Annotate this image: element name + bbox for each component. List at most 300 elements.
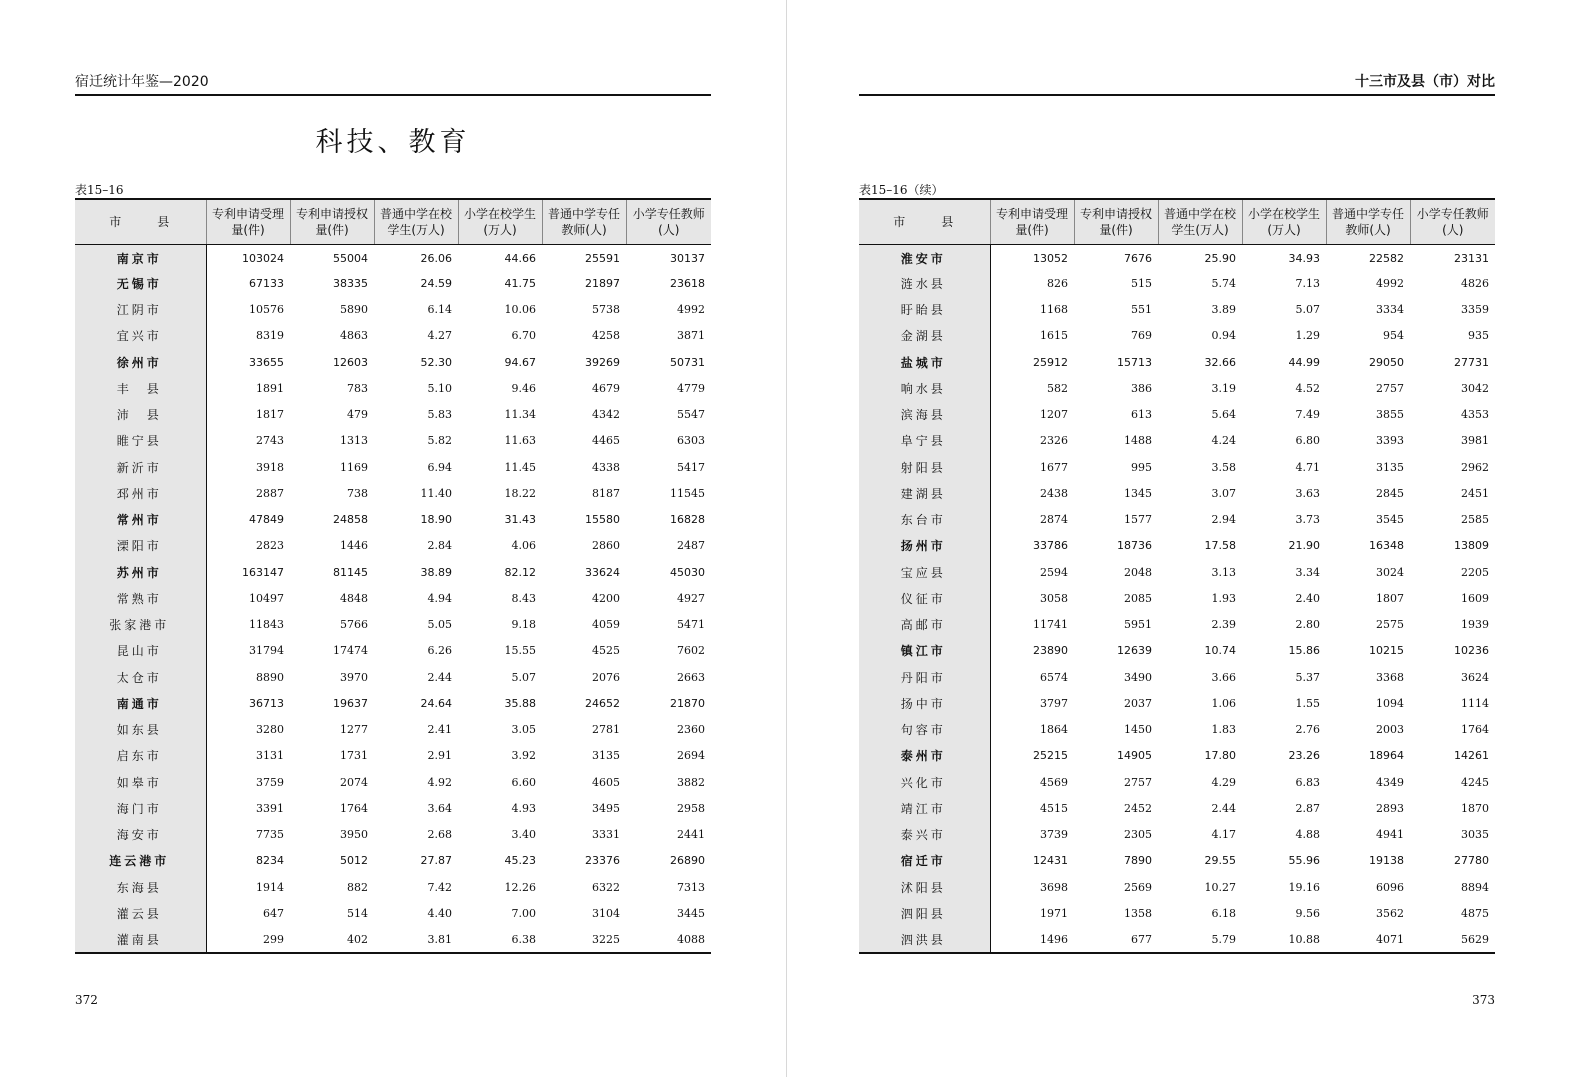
value-cell: 2074 [340,775,368,789]
value-cell: 8234 [256,854,284,868]
value-cell: 4.40 [427,906,452,920]
value-cell: 3759 [256,775,284,789]
value-cell: 3490 [1124,670,1152,684]
region-name: 泰州市 [859,743,990,769]
book-spine [786,0,787,1077]
value-cell: 1358 [1124,906,1152,920]
value-cell: 3280 [256,723,284,737]
value-cell: 3058 [1040,591,1068,605]
section-title: 科技、教育 [315,127,471,158]
region-name: 泗阳县 [859,900,990,926]
value-cell: 1615 [1040,329,1068,343]
value-cell: 4342 [592,408,620,422]
value-cell: 4992 [677,303,705,317]
table-row [859,717,1495,743]
region-name: 高邮市 [859,612,990,638]
value-cell: 11.34 [504,408,536,422]
value-cell: 3334 [1376,303,1404,317]
value-cell: 8894 [1461,880,1489,894]
value-cell: 5.64 [1211,408,1236,422]
value-cell: 3970 [340,670,368,684]
value-cell: 33624 [585,565,620,579]
value-cell: 23376 [585,854,620,868]
value-cell: 2757 [1376,381,1404,395]
column-header: 市 县 [75,199,206,244]
value-cell: 2441 [677,828,705,842]
value-cell: 2.41 [427,723,452,737]
value-cell: 5.37 [1295,670,1320,684]
value-cell: 45.23 [504,854,536,868]
value-cell: 23618 [670,276,705,290]
value-cell: 4349 [1376,775,1404,789]
running-head-text: 宿迁统计年鉴—2020 [75,74,209,90]
table-row [75,270,711,296]
value-cell: 1.06 [1211,696,1236,710]
table-row [859,507,1495,533]
table-row [75,822,711,848]
value-cell: 3.63 [1295,486,1320,500]
value-cell: 3104 [592,906,620,920]
value-cell: 50731 [670,355,705,369]
value-cell: 7313 [677,880,705,894]
value-cell: 2326 [1040,434,1068,448]
value-cell: 4465 [592,434,620,448]
table-row [75,507,711,533]
value-cell: 3.58 [1211,460,1236,474]
value-cell: 3624 [1461,670,1489,684]
value-cell: 4.17 [1211,828,1236,842]
table-row [859,874,1495,900]
value-cell: 23890 [1033,644,1068,658]
table-row [75,297,711,323]
region-name: 太仓市 [75,664,206,690]
region-name: 海门市 [75,795,206,821]
value-cell: 24858 [333,513,368,527]
statistics-table [859,198,1495,954]
value-cell: 5.07 [1295,303,1320,317]
value-cell: 81145 [333,565,368,579]
column-header: 普通中学在校 学生(万人) [1158,199,1242,244]
region-name: 东台市 [859,507,990,533]
value-cell: 2.80 [1295,618,1320,632]
value-cell: 1939 [1461,618,1489,632]
table-row [859,480,1495,506]
region-name: 盐城市 [859,349,990,375]
value-cell: 3.89 [1211,303,1236,317]
value-cell: 1094 [1376,696,1404,710]
column-header: 小学在校学生 (万人) [458,199,542,244]
table-row [859,375,1495,401]
value-cell: 12639 [1117,644,1152,658]
value-cell: 3.64 [427,801,452,815]
value-cell: 4258 [592,329,620,343]
value-cell: 7.00 [511,906,536,920]
value-cell: 935 [1468,329,1489,343]
value-cell: 103024 [242,252,284,266]
value-cell: 5890 [340,303,368,317]
value-cell: 3024 [1376,565,1404,579]
value-cell: 2845 [1376,486,1404,500]
column-header: 小学专任教师 (人) [626,199,711,244]
header-row [859,199,1495,244]
region-name: 灌南县 [75,927,206,953]
value-cell: 4200 [592,591,620,605]
value-cell: 3.92 [511,749,536,763]
region-name: 丰 县 [75,375,206,401]
value-cell: 826 [1047,276,1068,290]
value-cell: 2874 [1040,513,1068,527]
value-cell: 5.74 [1211,276,1236,290]
region-name: 扬中市 [859,690,990,716]
value-cell: 5417 [677,460,705,474]
value-cell: 3391 [256,801,284,815]
region-name: 灌云县 [75,900,206,926]
value-cell: 25215 [1033,749,1068,763]
value-cell: 2575 [1376,618,1404,632]
value-cell: 4.92 [427,775,452,789]
value-cell: 5547 [677,408,705,422]
value-cell: 1864 [1040,723,1068,737]
value-cell: 3331 [592,828,620,842]
table-row [859,743,1495,769]
region-name: 新沂市 [75,454,206,480]
table-row [859,454,1495,480]
value-cell: 55004 [333,252,368,266]
value-cell: 2.40 [1295,591,1320,605]
value-cell: 4927 [677,591,705,605]
column-header: 市 县 [859,199,990,244]
value-cell: 12.26 [504,880,536,894]
value-cell: 163147 [242,565,284,579]
value-cell: 21870 [670,696,705,710]
value-cell: 10576 [249,303,284,317]
region-name: 如东县 [75,717,206,743]
column-header: 小学在校学生 (万人) [1242,199,1326,244]
value-cell: 5629 [1410,927,1495,953]
table-row [75,559,711,585]
value-cell: 52.30 [420,355,452,369]
value-cell: 6096 [1376,880,1404,894]
table-row [859,402,1495,428]
value-cell: 25591 [585,252,620,266]
value-cell: 55.96 [1288,854,1320,868]
value-cell: 26.06 [420,252,452,266]
table-header [75,199,711,244]
value-cell: 5738 [592,303,620,317]
table-row [859,769,1495,795]
value-cell: 44.99 [1288,355,1320,369]
value-cell: 1807 [1376,591,1404,605]
value-cell: 21.90 [1288,539,1320,553]
value-cell: 2757 [1124,775,1152,789]
value-cell: 38335 [333,276,368,290]
running-head [859,74,1495,96]
column-header: 专利申请受理 量(件) [206,199,290,244]
value-cell: 13052 [1033,252,1068,266]
value-cell: 769 [1131,329,1152,343]
value-cell: 8319 [256,329,284,343]
region-name: 南通市 [75,690,206,716]
value-cell: 514 [347,906,368,920]
value-cell: 33655 [249,355,284,369]
value-cell: 3562 [1376,906,1404,920]
column-header: 专利申请授权 量(件) [290,199,374,244]
region-name: 阜宁县 [859,428,990,454]
region-name: 丹阳市 [859,664,990,690]
region-name: 泗洪县 [859,927,990,953]
value-cell: 2694 [677,749,705,763]
table-label: 表15–16（续） [859,183,944,197]
value-cell: 2451 [1461,486,1489,500]
value-cell: 1.29 [1295,329,1320,343]
region-name: 苏州市 [75,559,206,585]
table-row [75,612,711,638]
table-row [859,690,1495,716]
value-cell: 4605 [592,775,620,789]
table-row [75,664,711,690]
value-cell: 7735 [256,828,284,842]
value-cell: 1169 [340,460,368,474]
value-cell: 4353 [1461,408,1489,422]
value-cell: 0.94 [1211,329,1236,343]
value-cell: 36713 [249,696,284,710]
value-cell: 1764 [340,801,368,815]
value-cell: 7602 [677,644,705,658]
value-cell: 7.49 [1295,408,1320,422]
value-cell: 38.89 [420,565,452,579]
value-cell: 41.75 [504,276,536,290]
region-name: 靖江市 [859,795,990,821]
column-header: 普通中学专任 教师(人) [1326,199,1410,244]
value-cell: 2585 [1461,513,1489,527]
value-cell: 6.94 [427,460,452,474]
value-cell: 4.27 [427,329,452,343]
value-cell: 4.52 [1295,381,1320,395]
column-header: 普通中学在校 学生(万人) [374,199,458,244]
value-cell: 34.93 [1288,252,1320,266]
table-row [859,533,1495,559]
table-row [75,533,711,559]
value-cell: 15713 [1117,355,1152,369]
value-cell: 18736 [1117,539,1152,553]
value-cell: 6.18 [1211,906,1236,920]
table-body [75,244,711,953]
value-cell: 5012 [340,854,368,868]
value-cell: 3225 [542,927,626,953]
value-cell: 613 [1131,408,1152,422]
table-row [75,480,711,506]
value-cell: 4515 [1040,801,1068,815]
value-cell: 2962 [1461,460,1489,474]
table-row [859,297,1495,323]
value-cell: 3.13 [1211,565,1236,579]
region-name: 镇江市 [859,638,990,664]
table-row [75,690,711,716]
value-cell: 8187 [592,486,620,500]
value-cell: 5.07 [511,670,536,684]
value-cell: 25.90 [1204,252,1236,266]
value-cell: 12431 [1033,854,1068,868]
value-cell: 386 [1131,381,1152,395]
value-cell: 15.86 [1288,644,1320,658]
value-cell: 1207 [1040,408,1068,422]
value-cell: 2663 [677,670,705,684]
value-cell: 1114 [1461,696,1489,710]
value-cell: 2823 [256,539,284,553]
right-page [859,0,1495,1077]
value-cell: 1488 [1124,434,1152,448]
table-row [859,559,1495,585]
value-cell: 3495 [592,801,620,815]
value-cell: 26890 [670,854,705,868]
region-name: 常熟市 [75,585,206,611]
value-cell: 3698 [1040,880,1068,894]
value-cell: 1.83 [1211,723,1236,737]
value-cell: 5471 [677,618,705,632]
running-head [75,74,711,96]
value-cell: 27.87 [420,854,452,868]
value-cell: 2.68 [427,828,452,842]
column-header: 普通中学专任 教师(人) [542,199,626,244]
value-cell: 12603 [333,355,368,369]
page-number: 372 [75,993,98,1007]
table-body [859,244,1495,953]
value-cell: 3.19 [1211,381,1236,395]
region-name: 仪征市 [859,585,990,611]
value-cell: 4.29 [1211,775,1236,789]
value-cell: 995 [1131,460,1152,474]
value-cell: 10.06 [504,303,536,317]
region-name: 张家港市 [75,612,206,638]
value-cell: 1345 [1124,486,1152,500]
value-cell: 1914 [256,880,284,894]
value-cell: 1168 [1040,303,1068,317]
table-row [75,349,711,375]
value-cell: 6322 [592,880,620,894]
value-cell: 582 [1047,381,1068,395]
value-cell: 3871 [677,329,705,343]
value-cell: 3035 [1461,828,1489,842]
value-cell: 9.56 [1295,906,1320,920]
value-cell: 18.22 [504,486,536,500]
value-cell: 82.12 [504,565,536,579]
table-row [75,874,711,900]
value-cell: 4059 [592,618,620,632]
value-cell: 47849 [249,513,284,527]
value-cell: 17.80 [1204,749,1236,763]
value-cell: 3.34 [1295,565,1320,579]
table-row [859,822,1495,848]
value-cell: 1764 [1461,723,1489,737]
region-name: 连云港市 [75,848,206,874]
value-cell: 1277 [340,723,368,737]
region-name: 涟水县 [859,270,990,296]
region-name: 江阴市 [75,297,206,323]
table-row [859,900,1495,926]
value-cell: 5.10 [427,381,452,395]
value-cell: 7676 [1124,252,1152,266]
table-row [859,323,1495,349]
value-cell: 5.79 [1158,927,1242,953]
value-cell: 13809 [1454,539,1489,553]
table-row [75,375,711,401]
value-cell: 14905 [1117,749,1152,763]
value-cell: 6.60 [511,775,536,789]
value-cell: 10236 [1454,644,1489,658]
table-row [75,454,711,480]
region-name: 无锡市 [75,270,206,296]
region-name: 启东市 [75,743,206,769]
value-cell: 10215 [1369,644,1404,658]
table-row [75,717,711,743]
value-cell: 2887 [256,486,284,500]
value-cell: 2048 [1124,565,1152,579]
value-cell: 2.84 [427,539,452,553]
value-cell: 402 [290,927,374,953]
value-cell: 3797 [1040,696,1068,710]
value-cell: 299 [206,927,290,953]
table-row [75,795,711,821]
value-cell: 783 [347,381,368,395]
value-cell: 24.64 [420,696,452,710]
value-cell: 2594 [1040,565,1068,579]
value-cell: 515 [1131,276,1152,290]
value-cell: 3.07 [1211,486,1236,500]
value-cell: 4941 [1376,828,1404,842]
table-row [859,244,1495,270]
value-cell: 4992 [1376,276,1404,290]
value-cell: 33786 [1033,539,1068,553]
value-cell: 24.59 [420,276,452,290]
column-header: 专利申请受理 量(件) [990,199,1074,244]
value-cell: 19138 [1369,854,1404,868]
value-cell: 6.26 [427,644,452,658]
table-row [75,769,711,795]
table-row [75,323,711,349]
value-cell: 1313 [340,434,368,448]
value-cell: 6.80 [1295,434,1320,448]
value-cell: 3918 [256,460,284,474]
value-cell: 2085 [1124,591,1152,605]
value-cell: 6.70 [511,329,536,343]
region-name: 射阳县 [859,454,990,480]
value-cell: 2076 [592,670,620,684]
value-cell: 4.94 [427,591,452,605]
value-cell: 27780 [1454,854,1489,868]
value-cell: 31794 [249,644,284,658]
region-name: 扬州市 [859,533,990,559]
table-row [859,927,1495,953]
value-cell: 5766 [340,618,368,632]
value-cell: 4569 [1040,775,1068,789]
region-name: 海安市 [75,822,206,848]
value-cell: 3.81 [374,927,458,953]
value-cell: 3.40 [511,828,536,842]
column-header: 小学专任教师 (人) [1410,199,1495,244]
value-cell: 3.66 [1211,670,1236,684]
value-cell: 5.82 [427,434,452,448]
region-name: 盱眙县 [859,297,990,323]
region-name: 邳州市 [75,480,206,506]
value-cell: 4779 [677,381,705,395]
value-cell: 2.87 [1295,801,1320,815]
value-cell: 16828 [670,513,705,527]
page-number: 373 [1472,993,1495,1007]
table-label: 表15–16 [75,183,124,197]
running-head-text: 十三市及县（市）对比 [1355,74,1495,90]
value-cell: 738 [347,486,368,500]
table-row [859,795,1495,821]
